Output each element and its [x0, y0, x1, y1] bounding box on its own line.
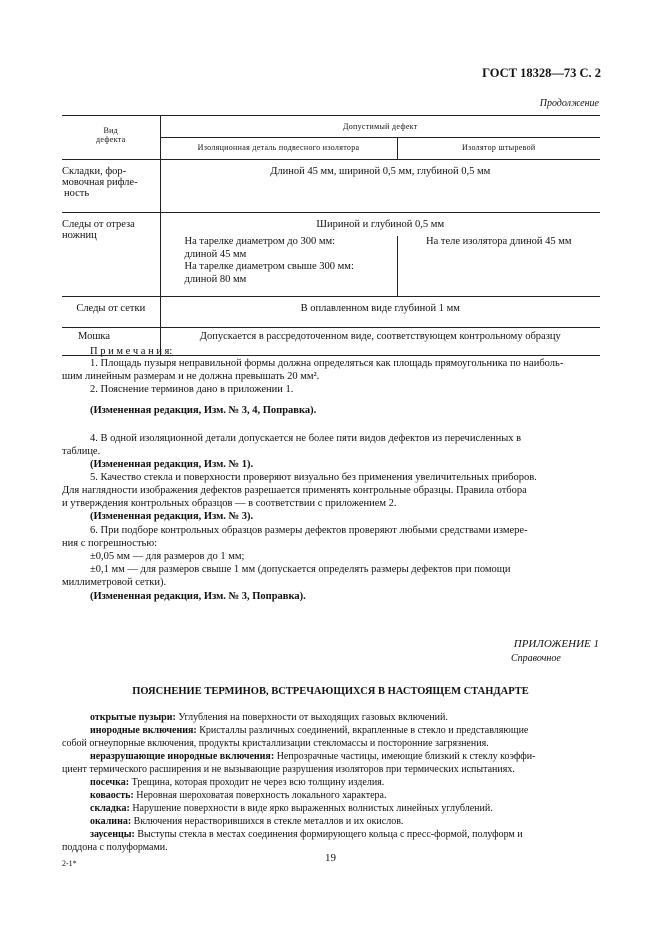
para-5: 5. Качество стекла и поверхности проверяют визуально без применения увеличительных приборов. [90, 472, 537, 483]
subheader-suspension: Изоляционная деталь подвесного изолятора [160, 138, 397, 160]
note-1: 1. Площадь пузыря неправильной формы должна определяться как площадь прямоугольника по наиболь- [90, 358, 564, 369]
para-6-item: ±0,05 мм — для размеров до 1 мм; [90, 551, 245, 562]
appendix-title: ПОЯСНЕНИЕ ТЕРМИНОВ, ВСТРЕЧАЮЩИХСЯ В НАСТОЯЩЕМ СТАНДАРТЕ [132, 686, 529, 697]
appendix-label: ПРИЛОЖЕНИЕ 1 [513, 638, 599, 650]
appendix-type: Справочное [511, 653, 561, 664]
subheader-pin: Изолятор штыревой [461, 143, 536, 152]
para-5-cont: Для наглядности изображения дефектов разрешается применять контрольные образцы. Правила отбора [62, 485, 527, 496]
para-4: 4. В одной изоляционной детали допускается не более пяти видов дефектов из перечисленных в [90, 433, 522, 444]
note-1-cont: шим линейным размерам и не должна превышать 20 мм². [62, 371, 320, 382]
notes-title: П р и м е ч а н и я: [90, 346, 173, 357]
edit-note: (Измененная редакция, Изм. № 3, Поправка). [90, 591, 306, 602]
table-row: На тарелке диаметром до 300 мм: длиной 45 мм На тарелке диаметром свыше 300 мм: длиной 80 мм На теле изолятора длиной 45 мм [62, 236, 600, 297]
defects-table [62, 115, 600, 356]
term-crack: посечка: Трещина, которая проходит не через всю толщину изделия. [90, 777, 385, 788]
term-open-bubbles: открытые пузыри: Углубления на поверхности от выходящих газовых включений. [90, 712, 448, 723]
edit-note: (Измененная редакция, Изм. № 1). [90, 459, 254, 470]
continuation-label: Продолжение [539, 98, 599, 109]
table-row: Мошка Допускается в рассредоточенном виде, соответствующем контрольному образцу [62, 328, 600, 356]
table-row: Складки, фор- мовочная рифле- ность Длиной 45 мм, шириной 0,5 мм, глубиной 0,5 мм [62, 160, 600, 213]
para-6: 6. При подборе контрольных образцов размеры дефектов проверяют любыми средствами измере- [90, 525, 528, 536]
edit-note: (Измененная редакция, Изм. № 3). [90, 511, 254, 522]
term-fold: складка: Нарушение поверхности в виде ярко выраженных волнистых линейных углублений. [90, 803, 493, 814]
term-scale: окалина: Включения нерастворившихся в стекле металлов и их окислов. [90, 816, 404, 827]
term-burrs: заусенцы: Выступы стекла в местах соединения формирующего кольца с пресс-формой, полуформ и [90, 829, 523, 840]
para-6-cont: миллиметровой сетки). [62, 577, 167, 588]
term-nondestructive: неразрушающие инородные включения: Непрозрачные частицы, имеющие близкий к стеклу коэффи- [90, 751, 536, 762]
document-code: ГОСТ 18328—73 С. 2 [482, 66, 601, 80]
para-6-item: ±0,1 мм — для размеров свыше 1 мм (допускается определять размеры дефектов при помощи [90, 564, 511, 575]
page-number: 19 [325, 852, 336, 864]
term-roughness: коваость: Неровная шероховатая поверхность локального характера. [90, 790, 387, 801]
edit-note: (Измененная редакция, Изм. № 3, 4, Поправка). [90, 405, 317, 416]
term-nondestructive-cont: циент термического расширения и не вызывающие разрушения изоляторов при термических испытаниях. [62, 764, 515, 775]
sheet-mark: 2-1* [62, 859, 77, 868]
para-4-cont: таблице. [62, 446, 101, 457]
term-foreign-inclusions-cont: собой огнеупорные включения, продукты кристаллизации стекломассы и посторонние загрязнения. [62, 738, 489, 749]
term-burrs-cont: поддона с полуформами. [62, 842, 168, 853]
para-5-cont: и утверждения контрольных образцов — в соответствии с приложением 2. [62, 498, 397, 509]
table-row: Следы от отреза ножниц Шириной и глубиной 0,5 мм [62, 213, 600, 237]
note-2: 2. Пояснение терминов дано в приложении 1. [90, 384, 294, 395]
column-header-defect-type: Вид дефекта [62, 116, 160, 160]
column-header-allowed: Допустимый дефект [160, 116, 600, 138]
term-foreign-inclusions: инородные включения: Кристаллы различных соединений, вкрапленные в стекло и представляющие [90, 725, 529, 736]
table-row: Следы от сетки В оплавленном виде глубиной 1 мм [62, 297, 600, 328]
para-6-cont: ния с погрешностью: [62, 538, 158, 549]
